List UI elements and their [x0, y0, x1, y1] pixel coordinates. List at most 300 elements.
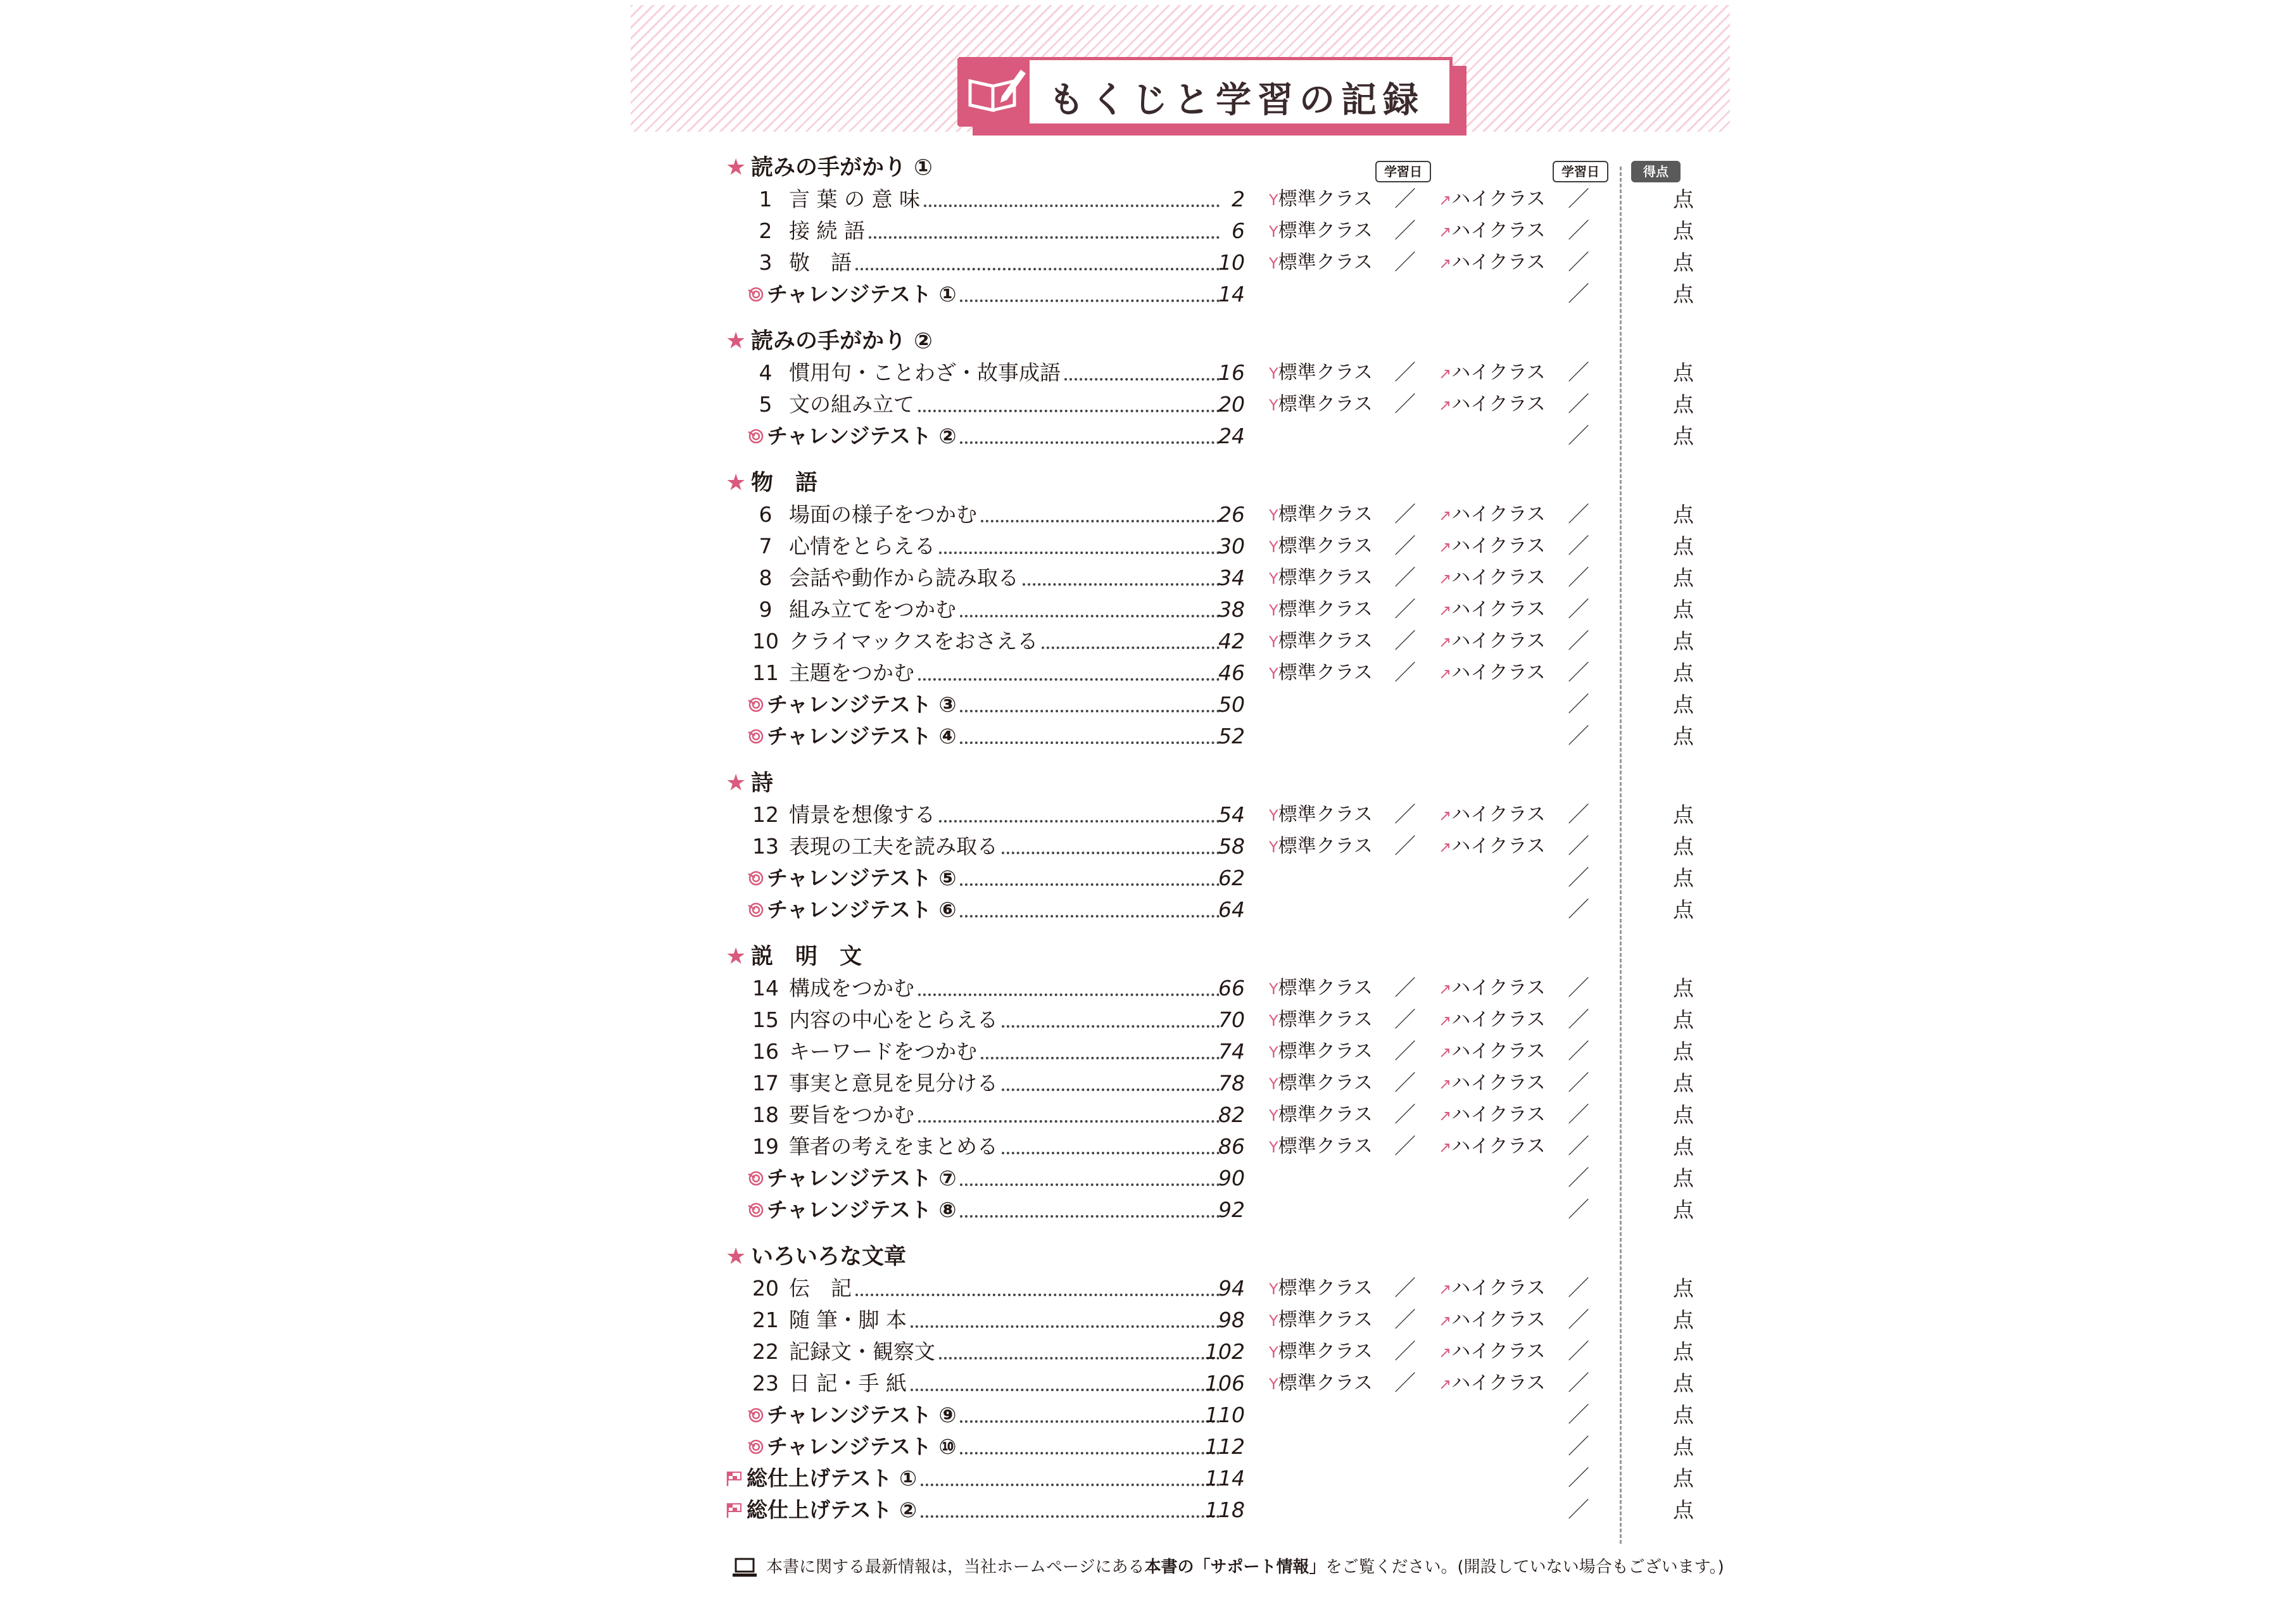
- standard-mark-icon: Y: [1269, 1375, 1278, 1393]
- lesson-title: 記録文・観察文: [789, 1339, 935, 1364]
- challenge-test-row: [631, 862, 1730, 894]
- star-icon: ★: [726, 1244, 747, 1270]
- lesson-row: [631, 184, 1730, 215]
- leader-dots: [1002, 1088, 1220, 1091]
- leader-dots: [1002, 1152, 1220, 1154]
- score-point-label: 点: [1673, 1134, 1694, 1159]
- high-mark-icon: ↗: [1439, 191, 1452, 209]
- lesson-row: [631, 1004, 1730, 1036]
- page-number: 42: [1218, 629, 1245, 653]
- high-class-label: ↗ハイクラス: [1439, 1277, 1546, 1299]
- lesson-title: クライマックスをおさえる: [789, 629, 1038, 653]
- lesson-row: [631, 1304, 1730, 1336]
- high-date-slash: ／: [1568, 1102, 1589, 1128]
- high-mark-icon: ↗: [1439, 1012, 1452, 1030]
- page-number: 64: [1218, 897, 1245, 922]
- score-point-label: 点: [1673, 1166, 1694, 1190]
- high-date-slash: ／: [1568, 250, 1589, 275]
- high-class-label: ↗ハイクラス: [1439, 503, 1546, 526]
- page-number: 38: [1218, 597, 1245, 622]
- standard-mark-icon: Y: [1269, 633, 1278, 651]
- leader-dots: [960, 710, 1220, 712]
- score-point-label: 点: [1673, 1498, 1694, 1522]
- lesson-row: [631, 215, 1730, 247]
- score-point-label: 点: [1673, 1466, 1694, 1491]
- standard-date-slash: ／: [1394, 976, 1416, 1001]
- standard-class-label: Y標準クラス: [1269, 567, 1373, 589]
- section-heading: [631, 152, 1730, 184]
- page-number: 20: [1218, 392, 1245, 417]
- standard-mark-icon: Y: [1269, 1344, 1278, 1361]
- standard-class-label: Y標準クラス: [1269, 662, 1373, 684]
- lesson-number: 22: [752, 1339, 779, 1364]
- lesson-title: 接 続 語: [789, 218, 865, 243]
- leader-dots: [960, 883, 1220, 886]
- high-mark-icon: ↗: [1439, 365, 1452, 382]
- score-point-label: 点: [1673, 802, 1694, 827]
- standard-date-slash: ／: [1394, 1102, 1416, 1128]
- target-icon: [747, 286, 764, 303]
- leader-dots: [981, 520, 1220, 522]
- standard-date-slash: ／: [1394, 1039, 1416, 1064]
- high-date-slash: ／: [1568, 502, 1589, 527]
- footer-text-post: をご覧ください。(開設していない場合もございます。): [1325, 1558, 1724, 1577]
- score-point-label: 点: [1673, 1071, 1694, 1095]
- section-heading: [631, 941, 1730, 973]
- standard-mark-icon: Y: [1269, 1012, 1278, 1030]
- challenge-test-row: [631, 1431, 1730, 1463]
- standard-date-slash: ／: [1394, 360, 1416, 386]
- lesson-row: [631, 594, 1730, 626]
- high-class-label: ↗ハイクラス: [1439, 220, 1546, 242]
- score-point-label: 点: [1673, 502, 1694, 527]
- challenge-title: チャレンジテスト ③: [767, 692, 957, 717]
- standard-date-slash: ／: [1394, 802, 1416, 828]
- high-mark-icon: ↗: [1439, 1107, 1452, 1125]
- challenge-title: チャレンジテスト ④: [767, 724, 957, 748]
- challenge-test-row: [631, 420, 1730, 452]
- standard-mark-icon: Y: [1269, 507, 1278, 524]
- lesson-row: [631, 799, 1730, 831]
- standard-date-slash: ／: [1394, 1308, 1416, 1333]
- lesson-row: [631, 1099, 1730, 1131]
- high-date-slash: ／: [1568, 1197, 1589, 1223]
- final-test-title: 総仕上げテスト ①: [747, 1466, 918, 1491]
- standard-mark-icon: Y: [1269, 1312, 1278, 1330]
- high-class-label: ↗ハイクラス: [1439, 362, 1546, 384]
- flag-icon: [726, 1502, 743, 1518]
- high-class-label: ↗ハイクラス: [1439, 1040, 1546, 1063]
- standard-class-label: Y標準クラス: [1269, 362, 1373, 384]
- high-mark-icon: ↗: [1439, 538, 1452, 556]
- standard-mark-icon: Y: [1269, 191, 1278, 209]
- high-class-label: ↗ハイクラス: [1439, 1372, 1546, 1394]
- lesson-number: 13: [752, 834, 779, 859]
- score-point-label: 点: [1673, 629, 1694, 653]
- challenge-test-row: [631, 894, 1730, 926]
- high-date-slash: ／: [1568, 597, 1589, 622]
- high-date-slash: ／: [1568, 834, 1589, 859]
- page-number: 2: [1232, 187, 1245, 211]
- score-point-label: 点: [1673, 1308, 1694, 1332]
- lesson-title: 組み立てをつかむ: [789, 597, 956, 622]
- standard-date-slash: ／: [1394, 187, 1416, 212]
- lesson-number: 8: [759, 565, 773, 590]
- leader-dots: [924, 205, 1220, 207]
- page-number: 6: [1232, 218, 1245, 243]
- leader-dots: [911, 1389, 1220, 1391]
- high-date-slash: ／: [1568, 282, 1589, 307]
- lesson-title: 内容の中心をとらえる: [789, 1007, 998, 1032]
- high-date-slash: ／: [1568, 1434, 1589, 1460]
- star-icon: ★: [726, 943, 747, 969]
- challenge-title: チャレンジテスト ⑨: [767, 1403, 957, 1427]
- star-icon: ★: [726, 328, 747, 354]
- leader-dots: [921, 1515, 1220, 1518]
- high-date-slash: ／: [1568, 1308, 1589, 1333]
- lesson-number: 21: [752, 1308, 779, 1332]
- high-class-label: ↗ハイクラス: [1439, 393, 1546, 415]
- page-number: 70: [1218, 1007, 1245, 1032]
- high-class-label: ↗ハイクラス: [1439, 977, 1546, 999]
- score-point-label: 点: [1673, 692, 1694, 717]
- high-mark-icon: ↗: [1439, 1044, 1452, 1061]
- lesson-number: 6: [759, 502, 773, 527]
- score-point-label: 点: [1673, 866, 1694, 890]
- score-point-label: 点: [1673, 724, 1694, 748]
- standard-date-slash: ／: [1394, 834, 1416, 859]
- high-date-slash: ／: [1568, 424, 1589, 449]
- score-point-label: 点: [1673, 392, 1694, 417]
- page-number: 92: [1218, 1197, 1245, 1222]
- high-mark-icon: ↗: [1439, 1312, 1452, 1330]
- challenge-title: チャレンジテスト ②: [767, 424, 957, 448]
- lesson-number: 11: [752, 660, 779, 685]
- page-number: 106: [1205, 1371, 1245, 1396]
- lesson-title: 慣用句・ことわざ・故事成語: [789, 360, 1061, 385]
- target-icon: [747, 728, 764, 745]
- standard-mark-icon: Y: [1269, 365, 1278, 382]
- lesson-number: 3: [759, 250, 773, 275]
- leader-dots: [960, 1420, 1220, 1423]
- standard-mark-icon: Y: [1269, 1044, 1278, 1061]
- challenge-test-row: [631, 1399, 1730, 1431]
- target-icon: [747, 870, 764, 886]
- lesson-title: 伝 記: [789, 1276, 852, 1301]
- high-class-label: ↗ハイクラス: [1439, 630, 1546, 652]
- standard-class-label: Y標準クラス: [1269, 393, 1373, 415]
- high-mark-icon: ↗: [1439, 980, 1452, 998]
- standard-mark-icon: Y: [1269, 1280, 1278, 1298]
- leader-dots: [960, 300, 1220, 302]
- target-icon: [747, 1407, 764, 1423]
- high-date-slash: ／: [1568, 1466, 1589, 1491]
- high-mark-icon: ↗: [1439, 665, 1452, 683]
- target-icon: [747, 1170, 764, 1187]
- standard-mark-icon: Y: [1269, 255, 1278, 272]
- high-class-label: ↗ハイクラス: [1439, 1072, 1546, 1094]
- lesson-number: 7: [759, 534, 773, 558]
- high-date-slash: ／: [1568, 1339, 1589, 1365]
- lesson-number: 20: [752, 1276, 779, 1301]
- target-icon: [747, 697, 764, 713]
- high-date-slash: ／: [1568, 1403, 1589, 1428]
- leader-dots: [981, 1057, 1220, 1059]
- score-point-label: 点: [1673, 1403, 1694, 1427]
- leader-dots: [960, 915, 1220, 918]
- page-number: 112: [1205, 1434, 1245, 1459]
- final-test-row: [631, 1494, 1730, 1526]
- leader-dots: [1002, 852, 1220, 854]
- lesson-number: 4: [759, 360, 773, 385]
- score-point-label: 点: [1673, 1197, 1694, 1222]
- standard-mark-icon: Y: [1269, 602, 1278, 619]
- high-class-label: ↗ハイクラス: [1439, 1135, 1546, 1157]
- target-icon: [747, 1202, 764, 1218]
- lesson-title: 場面の様子をつかむ: [789, 502, 977, 527]
- standard-class-label: Y標準クラス: [1269, 1040, 1373, 1063]
- high-mark-icon: ↗: [1439, 396, 1452, 414]
- high-mark-icon: ↗: [1439, 807, 1452, 824]
- leader-dots: [960, 1183, 1220, 1186]
- page-number: 66: [1218, 976, 1245, 1000]
- high-date-slash: ／: [1568, 802, 1589, 828]
- page-number: 86: [1218, 1134, 1245, 1159]
- high-date-slash: ／: [1568, 1276, 1589, 1301]
- lesson-number: 9: [759, 597, 773, 622]
- page-number: 16: [1218, 360, 1245, 385]
- score-point-label: 点: [1673, 1276, 1694, 1301]
- footer-note: [732, 1554, 1724, 1579]
- footer-text-pre: 本書に関する最新情報は，当社ホームページにある: [766, 1558, 1145, 1577]
- challenge-title: チャレンジテスト ①: [767, 282, 957, 306]
- page-number: 50: [1218, 692, 1245, 717]
- leader-dots: [960, 1452, 1220, 1454]
- page-number: 78: [1218, 1071, 1245, 1095]
- standard-class-label: Y標準クラス: [1269, 977, 1373, 999]
- score-point-label: 点: [1673, 597, 1694, 622]
- standard-mark-icon: Y: [1269, 396, 1278, 414]
- lesson-row: [631, 1368, 1730, 1399]
- lesson-row: [631, 1336, 1730, 1368]
- leader-dots: [939, 1357, 1220, 1359]
- high-date-slash: ／: [1568, 1166, 1589, 1191]
- standard-mark-icon: Y: [1269, 538, 1278, 556]
- lesson-number: 2: [759, 218, 773, 243]
- high-date-slash: ／: [1568, 1498, 1589, 1523]
- standard-class-label: Y標準クラス: [1269, 1340, 1373, 1363]
- score-point-label: 点: [1673, 565, 1694, 590]
- page-number: 24: [1218, 424, 1245, 448]
- footer-text-bold: 本書の「サポート情報」: [1144, 1558, 1326, 1577]
- page-number: 58: [1218, 834, 1245, 859]
- leader-dots: [1002, 1025, 1220, 1028]
- lesson-title: 会話や動作から読み取る: [789, 565, 1019, 590]
- star-icon: ★: [726, 155, 747, 180]
- standard-mark-icon: Y: [1269, 1138, 1278, 1156]
- leader-dots: [855, 1294, 1220, 1296]
- standard-class-label: Y標準クラス: [1269, 535, 1373, 557]
- standard-date-slash: ／: [1394, 392, 1416, 417]
- high-mark-icon: ↗: [1439, 838, 1452, 856]
- score-point-label: 点: [1673, 424, 1694, 448]
- leader-dots: [918, 1120, 1220, 1123]
- leader-dots: [960, 741, 1220, 744]
- leader-dots: [939, 820, 1220, 823]
- page-number: 52: [1218, 724, 1245, 748]
- high-date-slash: ／: [1568, 976, 1589, 1001]
- standard-date-slash: ／: [1394, 1339, 1416, 1365]
- lesson-row: [631, 247, 1730, 279]
- standard-date-slash: ／: [1394, 660, 1416, 686]
- score-point-label: 点: [1673, 897, 1694, 922]
- lesson-title: 主題をつかむ: [789, 660, 914, 685]
- standard-date-slash: ／: [1394, 1071, 1416, 1096]
- high-class-label: ↗ハイクラス: [1439, 251, 1546, 274]
- leader-dots: [939, 552, 1220, 554]
- lesson-title: 敬 語: [789, 250, 852, 275]
- page-number: 46: [1218, 660, 1245, 685]
- leader-dots: [918, 993, 1220, 996]
- leader-dots: [960, 615, 1220, 617]
- standard-mark-icon: Y: [1269, 1075, 1278, 1093]
- score-point-label: 点: [1673, 1371, 1694, 1396]
- lesson-title: 情景を想像する: [789, 802, 935, 827]
- high-mark-icon: ↗: [1439, 602, 1452, 619]
- flag-icon: [726, 1470, 743, 1487]
- lesson-number: 16: [752, 1039, 779, 1064]
- standard-class-label: Y標準クラス: [1269, 1104, 1373, 1126]
- score-tag: 得点: [1631, 161, 1681, 182]
- leader-dots: [855, 268, 1220, 270]
- study-day-tag-1: 学習日: [1375, 161, 1431, 182]
- challenge-test-row: [631, 279, 1730, 310]
- lesson-row: [631, 657, 1730, 689]
- challenge-title: チャレンジテスト ⑩: [767, 1434, 957, 1459]
- score-point-label: 点: [1673, 1039, 1694, 1064]
- standard-mark-icon: Y: [1269, 223, 1278, 241]
- high-mark-icon: ↗: [1439, 1075, 1452, 1093]
- standard-date-slash: ／: [1394, 1276, 1416, 1301]
- standard-class-label: Y標準クラス: [1269, 220, 1373, 242]
- score-point-label: 点: [1673, 660, 1694, 685]
- page-number: 114: [1205, 1466, 1245, 1491]
- high-date-slash: ／: [1568, 218, 1589, 244]
- score-point-label: 点: [1673, 282, 1694, 306]
- lesson-row: [631, 1131, 1730, 1163]
- high-date-slash: ／: [1568, 187, 1589, 212]
- page-number: 118: [1205, 1498, 1245, 1522]
- challenge-test-row: [631, 721, 1730, 752]
- score-point-label: 点: [1673, 360, 1694, 385]
- lesson-number: 15: [752, 1007, 779, 1032]
- lesson-row: [631, 531, 1730, 562]
- lesson-title: 文の組み立て: [789, 392, 914, 417]
- study-day-tag-2: 学習日: [1553, 161, 1608, 182]
- page-title: もくじと学習の記録: [1049, 80, 1425, 121]
- high-date-slash: ／: [1568, 866, 1589, 891]
- section-title: 詩: [751, 771, 774, 796]
- high-date-slash: ／: [1568, 392, 1589, 417]
- page-number: 54: [1218, 802, 1245, 827]
- high-date-slash: ／: [1568, 1007, 1589, 1033]
- score-point-label: 点: [1673, 534, 1694, 558]
- score-point-label: 点: [1673, 218, 1694, 243]
- standard-date-slash: ／: [1394, 565, 1416, 591]
- high-class-label: ↗ハイクラス: [1439, 1309, 1546, 1331]
- lesson-row: [631, 1273, 1730, 1304]
- lesson-row: [631, 973, 1730, 1004]
- leader-dots: [921, 1484, 1220, 1486]
- page-number: 14: [1218, 282, 1245, 306]
- lesson-title: 構成をつかむ: [789, 976, 914, 1000]
- section-heading: [631, 767, 1730, 799]
- high-mark-icon: ↗: [1439, 255, 1452, 272]
- challenge-test-row: [631, 1163, 1730, 1194]
- leader-dots: [960, 1215, 1220, 1218]
- lesson-row: [631, 389, 1730, 420]
- standard-class-label: Y標準クラス: [1269, 1009, 1373, 1031]
- standard-date-slash: ／: [1394, 1134, 1416, 1159]
- standard-class-label: Y標準クラス: [1269, 598, 1373, 621]
- lesson-number: 19: [752, 1134, 779, 1159]
- section-heading: [631, 1241, 1730, 1273]
- lesson-row: [631, 831, 1730, 862]
- page-number: 94: [1218, 1276, 1245, 1301]
- high-date-slash: ／: [1568, 692, 1589, 717]
- score-point-label: 点: [1673, 187, 1694, 211]
- high-class-label: ↗ハイクラス: [1439, 804, 1546, 826]
- standard-class-label: Y標準クラス: [1269, 630, 1373, 652]
- lesson-number: 17: [752, 1071, 779, 1095]
- target-icon: [747, 1439, 764, 1455]
- page-number: 26: [1218, 502, 1245, 527]
- standard-class-label: Y標準クラス: [1269, 1309, 1373, 1331]
- page-number: 82: [1218, 1102, 1245, 1127]
- score-point-label: 点: [1673, 834, 1694, 859]
- standard-date-slash: ／: [1394, 250, 1416, 275]
- contents-page: [631, 5, 1730, 1621]
- final-test-title: 総仕上げテスト ②: [747, 1498, 918, 1522]
- score-point-label: 点: [1673, 1102, 1694, 1127]
- lesson-number: 18: [752, 1102, 779, 1127]
- standard-date-slash: ／: [1394, 502, 1416, 527]
- lesson-number: 12: [752, 802, 779, 827]
- high-date-slash: ／: [1568, 360, 1589, 386]
- standard-class-label: Y標準クラス: [1269, 835, 1373, 857]
- high-date-slash: ／: [1568, 565, 1589, 591]
- section-title: いろいろな文章: [751, 1244, 907, 1270]
- score-point-label: 点: [1673, 250, 1694, 275]
- standard-mark-icon: Y: [1269, 570, 1278, 588]
- lesson-row: [631, 499, 1730, 531]
- leader-dots: [960, 441, 1220, 444]
- challenge-title: チャレンジテスト ⑤: [767, 866, 957, 890]
- lesson-row: [631, 562, 1730, 594]
- standard-date-slash: ／: [1394, 629, 1416, 654]
- standard-class-label: Y標準クラス: [1269, 1372, 1373, 1394]
- high-date-slash: ／: [1568, 629, 1589, 654]
- laptop-icon: [732, 1557, 757, 1579]
- challenge-title: チャレンジテスト ⑦: [767, 1166, 957, 1190]
- high-class-label: ↗ハイクラス: [1439, 1009, 1546, 1031]
- standard-class-label: Y標準クラス: [1269, 503, 1373, 526]
- lesson-title: 表現の工夫を読み取る: [789, 834, 998, 859]
- page-number: 110: [1205, 1403, 1245, 1427]
- standard-date-slash: ／: [1394, 597, 1416, 622]
- high-class-label: ↗ハイクラス: [1439, 567, 1546, 589]
- page-number: 74: [1218, 1039, 1245, 1064]
